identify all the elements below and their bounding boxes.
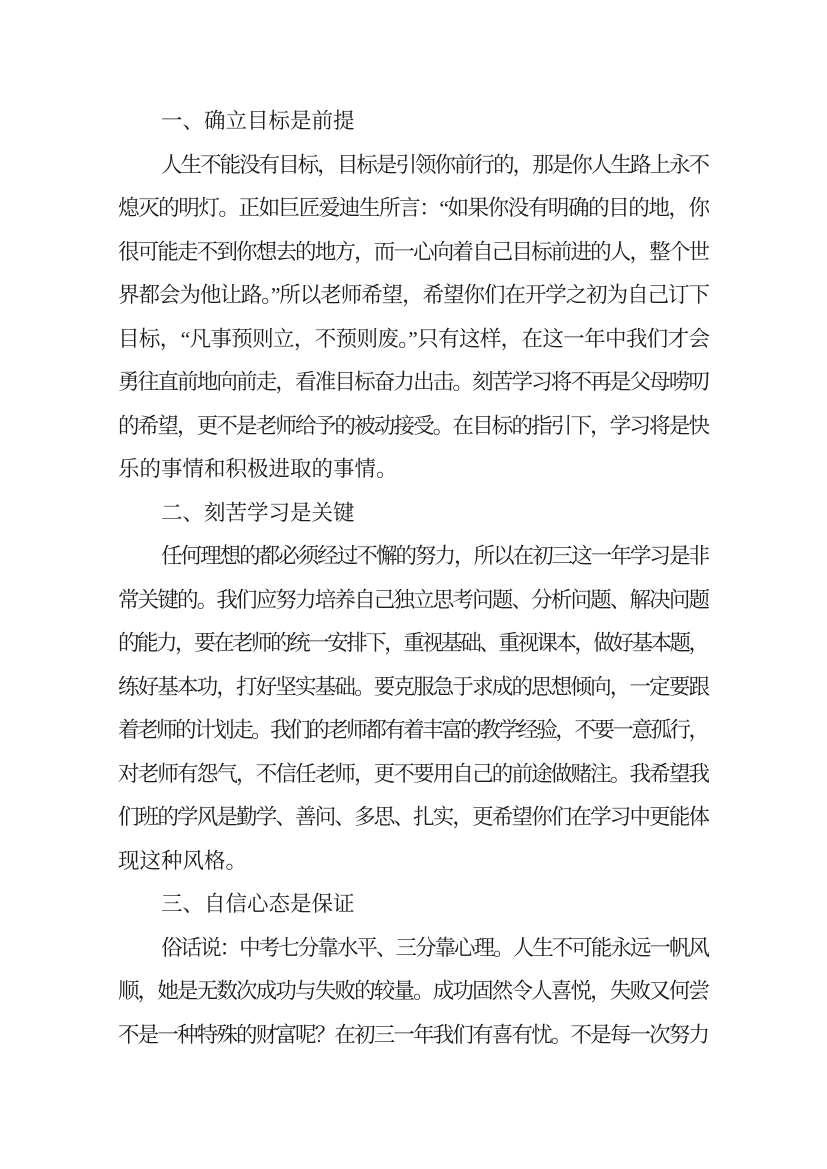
text-line: 着老师的计划走。我们的老师都有着丰富的教学经验，不要一意孤行， — [118, 718, 708, 742]
text-line: 的能力，要在老师的统一安排下，重视基础、重视课本，做好基本题， — [118, 631, 708, 655]
text-line: 乐的事情和积极进取的事情。 — [118, 457, 398, 481]
text-line: 目标，“凡事预则立，不预则废。”只有这样，在这一年中我们才会 — [118, 326, 710, 351]
section-heading: 一、确立目标是前提 — [161, 109, 355, 133]
text-line: 人生不能没有目标，目标是引领你前行的，那是你人生路上永不 — [161, 152, 709, 177]
text-line: 勇往直前地向前走，看准目标奋力出击。刻苦学习将不再是父母唠叨 — [118, 370, 709, 394]
text-line: 任何理想的都必须经过不懈的努力，所以在初三这一年学习是非 — [161, 544, 709, 568]
text-line: 很可能走不到你想去的地方，而一心向着自己目标前进的人，整个世 — [118, 239, 709, 264]
text-line: 熄灭的明灯。正如巨匠爱迪生所言：“如果你没有明确的目的地，你 — [118, 196, 709, 220]
text-line: 练好基本功，打好坚实基础。要克服急于求成的思想倾向，一定要跟 — [118, 674, 709, 699]
text-line: 的希望，更不是老师给予的被动接受。在目标的指引下，学习将是快 — [118, 413, 709, 438]
text-line: 界都会为他让路。”所以老师希望，希望你们在开学之初为自己订下 — [118, 283, 709, 307]
section-heading: 二、刻苦学习是关键 — [161, 500, 355, 525]
text-line: 顺，她是无数次成功与失败的较量。成功固然令人喜悦，失败又何尝 — [118, 979, 709, 1003]
text-line: 对老师有怨气，不信任老师，更不要用自己的前途做赌注。我希望我 — [118, 761, 709, 786]
text-line: 俗话说：中考七分靠水平、三分靠心理。人生不可能永远一帆风 — [161, 935, 709, 960]
text-line: 常关键的。我们应努力培养自己独立思考问题、分析问题、解决问题 — [118, 587, 709, 612]
section-heading: 三、自信心态是保证 — [161, 892, 355, 916]
text-line: 们班的学风是勤学、善问、多思、扎实，更希望你们在学习中更能体 — [118, 805, 709, 829]
text-line: 不是一种特殊的财富呢？在初三一年我们有喜有忧。不是每一次努力 — [118, 1022, 709, 1047]
document-content — [118, 100, 710, 1057]
text-line: 现这种风格。 — [118, 848, 248, 873]
